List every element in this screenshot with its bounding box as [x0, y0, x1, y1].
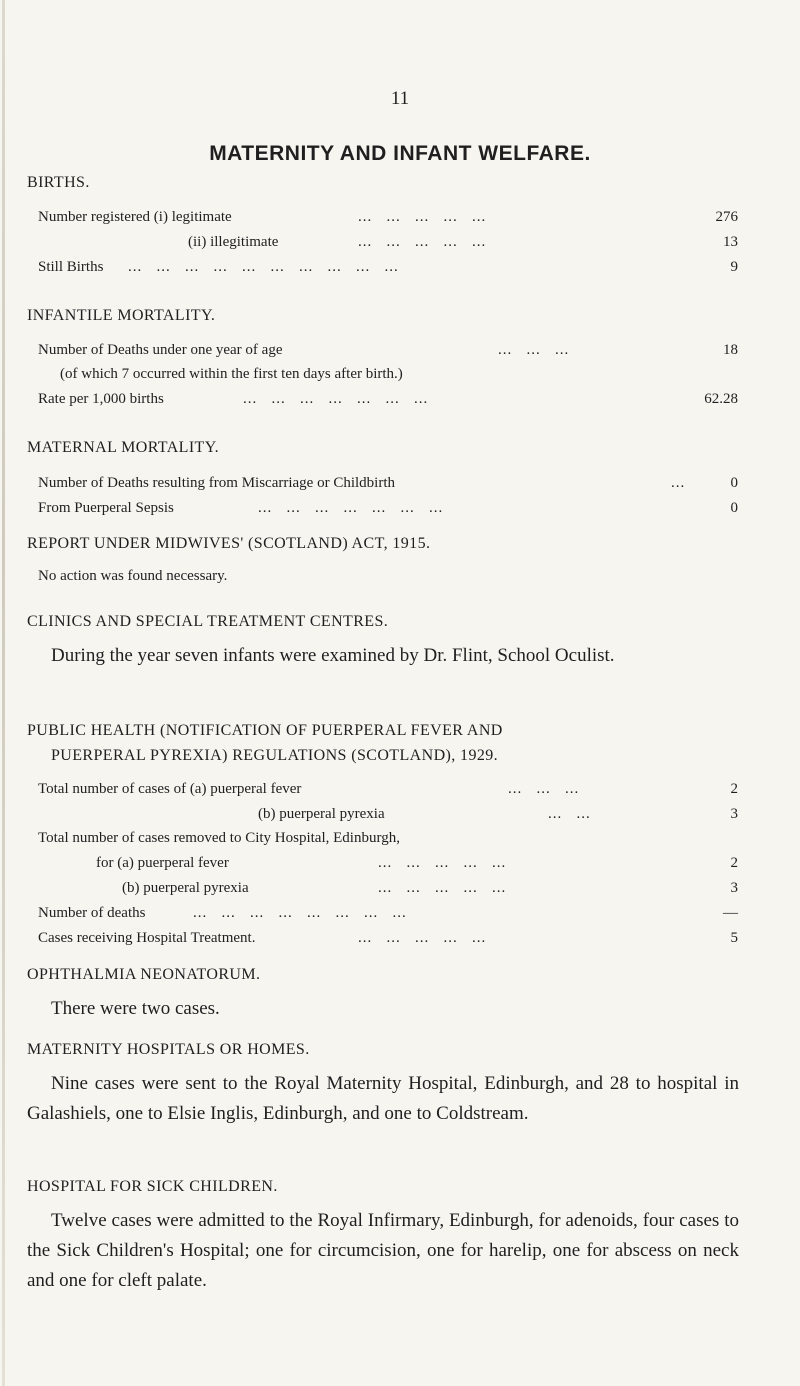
- infant-deaths-note: (of which 7 occurred within the first ten days after birth.): [60, 366, 403, 382]
- infant-deaths-label: Number of Deaths under one year of age: [38, 342, 283, 358]
- births-legitimate-row: [38, 209, 738, 231]
- leader-dots: ... ... ... ... ...: [358, 209, 487, 225]
- puerperal-pyrexia-total-row: [38, 806, 738, 828]
- ophthalmia-text: There were two cases.: [51, 998, 220, 1019]
- maternity-hospitals-text: Nine cases were sent to the Royal Maternity Hospital, Edinburgh, and 28 to hospital in Galashiels, one to Elsie Inglis, Edinburgh, and one to Coldstream.: [27, 1073, 739, 1124]
- births-legitimate-value: 276: [715, 209, 738, 225]
- leader-dots: ... ... ... ... ...: [378, 855, 507, 871]
- page-title: MATERNITY AND INFANT WELFARE.: [209, 142, 591, 165]
- removed-pyrexia-row: [38, 880, 738, 902]
- infantile-heading: INFANTILE MORTALITY.: [27, 307, 216, 324]
- puerperal-pyrexia-total-label: (b) puerperal pyrexia: [258, 806, 385, 822]
- puerperal-fever-total-label: Total number of cases of (a) puerperal fever: [38, 781, 302, 797]
- births-illegitimate-value: 13: [723, 234, 738, 250]
- births-illegitimate-row: [38, 234, 738, 256]
- clinics-heading: CLINICS AND SPECIAL TREATMENT CENTRES.: [27, 613, 389, 630]
- infant-rate-row: [38, 391, 738, 413]
- removed-to-hospital-label: Total number of cases removed to City Hospital, Edinburgh,: [38, 830, 400, 846]
- number-of-deaths-label: Number of deaths: [38, 905, 146, 921]
- leader-dots: ...: [671, 475, 686, 491]
- maternal-sepsis-label: From Puerperal Sepsis: [38, 500, 174, 516]
- sick-children-heading: HOSPITAL FOR SICK CHILDREN.: [27, 1178, 278, 1195]
- removed-pyrexia-label: (b) puerperal pyrexia: [122, 880, 249, 896]
- removed-fever-row: [38, 855, 738, 877]
- sick-children-text: Twelve cases were admitted to the Royal Infirmary, Edinburgh, for adenoids, four cases to the Sick Children's Hospital; one for circumcision, one for harelip, one for abscess on neck and one for cleft palate.: [27, 1210, 739, 1291]
- clinics-text: During the year seven infants were examined by Dr. Flint, School Oculist.: [51, 645, 615, 666]
- still-births-value: 9: [730, 259, 738, 275]
- births-illegitimate-label: (ii) illegitimate: [188, 234, 279, 250]
- infant-deaths-row: [38, 342, 738, 364]
- leader-dots: ... ... ... ... ...: [378, 880, 507, 896]
- puerperal-pyrexia-total-value: 3: [730, 806, 738, 822]
- maternal-sepsis-row: [38, 500, 738, 522]
- leader-dots: ... ... ...: [508, 781, 580, 797]
- births-heading: BIRTHS.: [27, 174, 90, 191]
- maternal-sepsis-value: 0: [730, 500, 738, 516]
- leader-dots: ... ... ... ... ... ... ... ...: [193, 905, 407, 921]
- maternity-hospitals-heading: MATERNITY HOSPITALS OR HOMES.: [27, 1041, 310, 1058]
- public-health-heading-line2: PUERPERAL PYREXIA) REGULATIONS (SCOTLAND), 1929.: [51, 747, 499, 764]
- hospital-treatment-label: Cases receiving Hospital Treatment.: [38, 930, 256, 946]
- hospital-treatment-row: [38, 930, 738, 952]
- infant-deaths-value: 18: [723, 342, 738, 358]
- infant-rate-value: 62.28: [704, 391, 738, 407]
- leader-dots: ... ... ... ... ... ... ...: [258, 500, 444, 516]
- still-births-label: Still Births: [38, 259, 104, 275]
- births-legitimate-label: Number registered (i) legitimate: [38, 209, 232, 225]
- public-health-heading-line1: PUBLIC HEALTH (NOTIFICATION OF PUERPERAL FEVER AND: [27, 722, 503, 739]
- page-number: 11: [390, 88, 410, 109]
- leader-dots: ... ... ... ... ... ... ... ... ... ...: [128, 259, 399, 275]
- maternal-miscarriage-label: Number of Deaths resulting from Miscarriage or Childbirth: [38, 475, 395, 491]
- leader-dots: ... ... ... ... ...: [358, 234, 487, 250]
- midwives-text: No action was found necessary.: [38, 568, 228, 584]
- infant-rate-label: Rate per 1,000 births: [38, 391, 164, 407]
- ophthalmia-heading: OPHTHALMIA NEONATORUM.: [27, 966, 261, 983]
- maternal-miscarriage-row: [38, 475, 738, 497]
- maternal-miscarriage-value: 0: [730, 475, 738, 491]
- number-of-deaths-row: [38, 905, 738, 927]
- removed-fever-value: 2: [730, 855, 738, 871]
- puerperal-fever-total-value: 2: [730, 781, 738, 797]
- puerperal-fever-total-row: [38, 781, 738, 803]
- leader-dots: ... ... ...: [498, 342, 570, 358]
- leader-dots: ... ...: [548, 806, 591, 822]
- midwives-heading: REPORT UNDER MIDWIVES' (SCOTLAND) ACT, 1915.: [27, 535, 431, 552]
- removed-pyrexia-value: 3: [730, 880, 738, 896]
- number-of-deaths-value: —: [723, 905, 738, 921]
- removed-to-hospital-row: [38, 830, 738, 852]
- leader-dots: ... ... ... ... ...: [358, 930, 487, 946]
- maternal-heading: MATERNAL MORTALITY.: [27, 439, 220, 456]
- removed-fever-label: for (a) puerperal fever: [96, 855, 229, 871]
- still-births-row: [38, 259, 738, 281]
- hospital-treatment-value: 5: [730, 930, 738, 946]
- leader-dots: ... ... ... ... ... ... ...: [243, 391, 429, 407]
